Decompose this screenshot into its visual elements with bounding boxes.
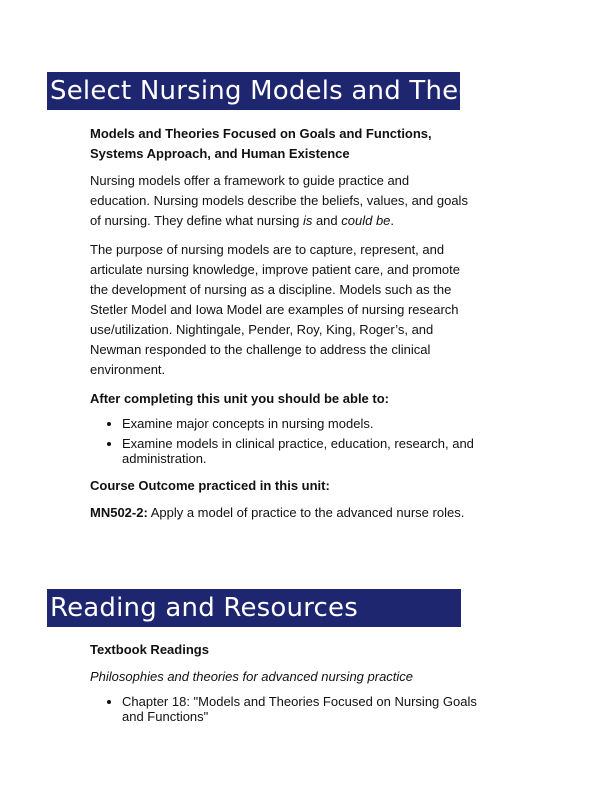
emphasis-is: is [302,213,313,228]
emphasis-could-be: could be [341,213,391,228]
objective-item: • Examine major concepts in nursing models. [122,416,482,431]
section-title-reading-resources: Reading and Resources [47,589,461,627]
textbook-title: Philosophies and theories for advanced nursing practice [90,669,414,684]
course-outcome [90,503,470,523]
outcome-text: Apply a model of practice to the advanced nurse roles. [147,505,465,520]
purpose-paragraph: The purpose of nursing models are to capture, represent, and articulate nursing knowledge, improve patient care, and promote the development of nursing as a discipline. Models such as the Stetler Model and Iowa Model are examples of nursing research use/utilization. Nightingale, Pender, Roy, King, Roger’s, and Newman responded to the challenge to address the clinical environment. [90,242,460,377]
objectives-list [90,416,482,466]
section-content-reading-resources [90,640,477,724]
intro-paragraph: Nursing models offer a framework to guide practice and education. Nursing models describe the beliefs, values, and goals of nursing. They define what nursing is and could be. [90,173,468,228]
textbook-readings-heading: Textbook Readings [90,642,209,657]
readings-list [90,694,492,724]
section-title-nursing-models: Select Nursing Models and Theories [47,72,460,110]
objectives-heading: After completing this unit you should be able to: [90,391,389,406]
objective-item: • Examine models in clinical practice, education, research, and administration. [122,436,482,466]
section-content-nursing-models [90,124,474,532]
reading-item: • Chapter 18: "Models and Theories Focused on Nursing Goals and Functions" [122,694,492,724]
outcome-code: MN502-2: [90,505,148,520]
section-subheading: Models and Theories Focused on Goals and Functions, Systems Approach, and Human Existence [90,126,432,161]
course-outcome-heading: Course Outcome practiced in this unit: [90,478,330,493]
